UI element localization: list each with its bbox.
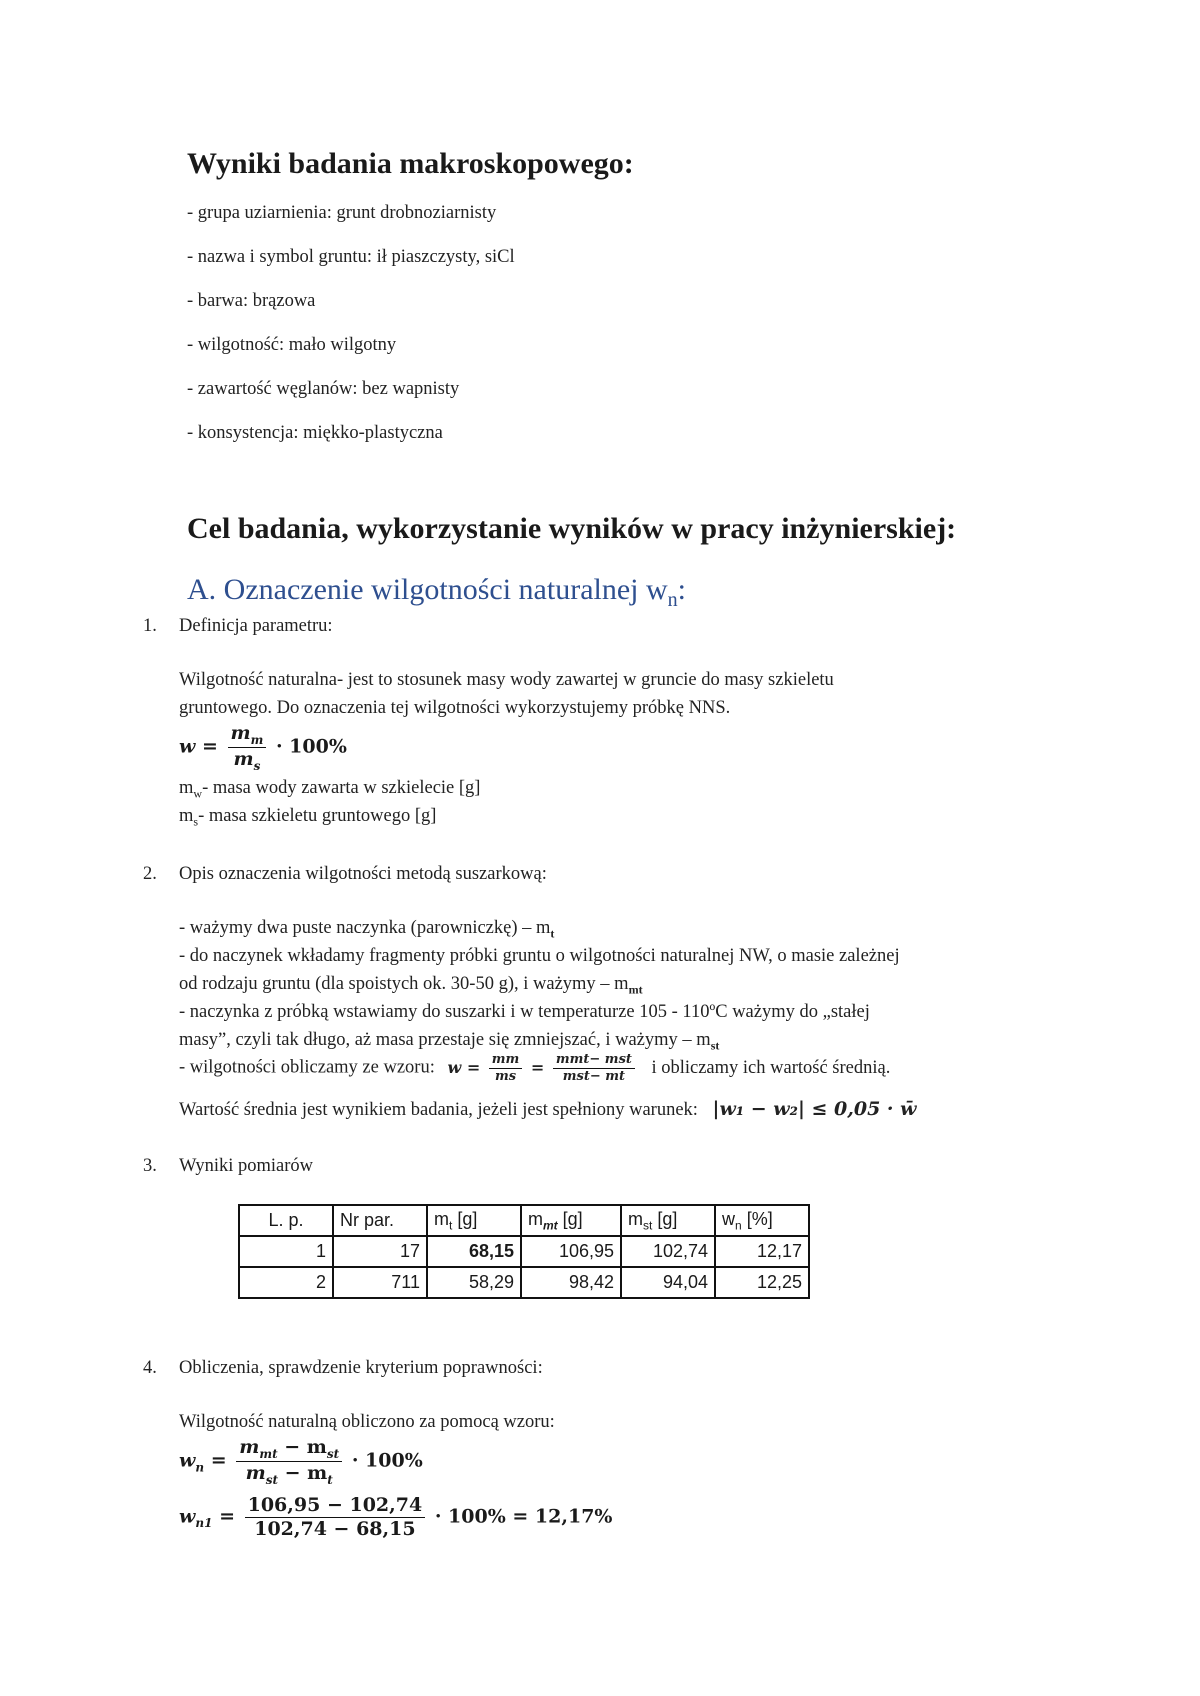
- table-cell: 17: [333, 1236, 427, 1267]
- f1-num-mid: − m: [277, 1436, 327, 1458]
- table-header-sym: m: [628, 1208, 643, 1229]
- section-title-macroscopic: Wyniki badania makroskopowego:: [187, 147, 634, 180]
- step-2-line4: - naczynka z próbką wstawiamy do suszarki i w temperaturze 105 - 110ºC ważymy do „stałej: [179, 1002, 870, 1022]
- formula-fraction: [228, 722, 267, 773]
- f1-den-sub1: st: [265, 1472, 279, 1487]
- f1-num-sub1: mt: [259, 1446, 278, 1461]
- formula-calculation-sample1: [179, 1494, 612, 1541]
- macro-item-carbonates: - zawartość węglanów: bez wapnisty: [187, 379, 460, 399]
- table-cell: 68,15: [427, 1236, 521, 1267]
- step-2-heading: Opis oznaczenia wilgotności metodą suszarkową:: [179, 864, 547, 884]
- def1-sym: m: [179, 778, 194, 798]
- table-header-cell: [521, 1205, 621, 1236]
- f2-lhs: w: [179, 1505, 196, 1528]
- f1-den-sub2: t: [327, 1472, 333, 1487]
- step-2-line2: - do naczynek wkładamy fragmenty próbki gruntu o wilgotności naturalnej NW, o masie zależnej: [179, 946, 900, 966]
- step-1-number: 1.: [143, 616, 157, 636]
- formula-lhs: w =: [179, 735, 218, 758]
- def1-sub: w: [193, 786, 203, 801]
- step-2-line5-sub: st: [710, 1038, 720, 1053]
- f1-lhs: w: [179, 1449, 196, 1472]
- f1-num-sym: m: [239, 1436, 260, 1458]
- inline-fraction-1: [489, 1052, 523, 1084]
- section-a-title-sub: n: [667, 589, 678, 611]
- inline-formula-moisture: [447, 1052, 643, 1084]
- table-cell: 58,29: [427, 1267, 521, 1298]
- inline-fraction-1-den: ms: [495, 1068, 517, 1084]
- section-a-title: [187, 573, 686, 612]
- def2-text: - masa szkieletu gruntowego [g]: [198, 806, 437, 826]
- table-header-cell: L. p.: [239, 1205, 333, 1236]
- table-cell: 12,17: [715, 1236, 809, 1267]
- formula-num-sub: m: [250, 732, 264, 747]
- macro-item-consistency: - konsystencja: miękko-plastyczna: [187, 423, 443, 443]
- table-header-sub: mt: [543, 1218, 558, 1233]
- macro-item-grain-group: - grupa uziarnienia: grunt drobnoziarnisty: [187, 203, 497, 223]
- macro-item-color: - barwa: brązowa: [187, 291, 316, 311]
- table-cell: 94,04: [621, 1267, 715, 1298]
- step-2-line6-pre: - wilgotności obliczamy ze wzoru:: [179, 1057, 435, 1078]
- step-1-definition-line2: gruntowego. Do oznaczenia tej wilgotności wykorzystujemy próbkę NNS.: [179, 698, 731, 718]
- formula-natural-moisture: [179, 1436, 423, 1487]
- inline-formula-lhs: w =: [447, 1057, 481, 1077]
- f1-tail: · 100%: [351, 1449, 423, 1472]
- measurement-table: [238, 1204, 810, 1299]
- table-header-sym: w: [722, 1208, 735, 1229]
- definition-water-mass: [179, 778, 480, 802]
- table-header-sym: m: [434, 1208, 449, 1229]
- def1-text: - masa wody zawarta w szkielecie [g]: [202, 778, 481, 798]
- macro-item-moisture: - wilgotność: mało wilgotny: [187, 335, 397, 355]
- formula-denominator: [228, 748, 267, 773]
- table-cell: 12,25: [715, 1267, 809, 1298]
- formula-den-sub: s: [253, 758, 261, 773]
- table-header-cell: [715, 1205, 809, 1236]
- step-2-line1: [179, 918, 554, 942]
- table-header-unit: [g]: [452, 1208, 478, 1229]
- table-header-sub: st: [643, 1218, 653, 1233]
- table-header-cell: Nr par.: [333, 1205, 427, 1236]
- step-4-heading: Obliczenia, sprawdzenie kryterium poprawności:: [179, 1358, 543, 1378]
- f2-tail: · 100% = 12,17%: [434, 1505, 613, 1528]
- f2-denominator: 102,74 − 68,15: [254, 1517, 416, 1540]
- formula-num-sym: m: [230, 722, 251, 744]
- step-2-line7-pre: Wartość średnia jest wynikiem badania, jeżeli jest spełniony warunek:: [179, 1100, 698, 1120]
- table-header-cell: [621, 1205, 715, 1236]
- f2-numerator: 106,95 − 102,74: [245, 1494, 426, 1518]
- table-row: [239, 1267, 809, 1298]
- formula-numerator: [228, 722, 267, 748]
- f1-den-mid: − m: [278, 1462, 328, 1485]
- section-title-purpose: Cel badania, wykorzystanie wyników w pracy inżynierskiej:: [187, 512, 957, 545]
- f1-numerator: [236, 1436, 342, 1462]
- table-cell: 2: [239, 1267, 333, 1298]
- f2-eq: =: [219, 1505, 235, 1528]
- macro-item-soil-name: - nazwa i symbol gruntu: ił piaszczysty, siCl: [187, 247, 515, 267]
- inline-fraction-2-num: mmt− mst: [553, 1052, 635, 1069]
- step-2-line7: [179, 1098, 917, 1121]
- table-header-sym: m: [528, 1208, 543, 1229]
- f1-num-sub2: st: [326, 1446, 340, 1461]
- table-row: [239, 1236, 809, 1267]
- step-2-line6: [179, 1052, 890, 1084]
- step-3-heading: Wyniki pomiarów: [179, 1156, 314, 1176]
- step-2-line5: [179, 1030, 719, 1054]
- criterion-formula: |w₁ − w₂| ≤ 0,05 · w̄: [712, 1098, 917, 1120]
- step-2-line1-sub: t: [550, 926, 555, 941]
- step-1-definition-line1: Wilgotność naturalna- jest to stosunek masy wody zawartej w gruncie do masy szkieletu: [179, 670, 834, 690]
- step-2-line6-post: i obliczamy ich wartość średnią.: [651, 1057, 891, 1078]
- f1-lhs-sub: n: [195, 1460, 205, 1475]
- inline-fraction-2-den: mst− mt: [562, 1068, 626, 1084]
- section-a-title-end: :: [677, 573, 687, 606]
- f1-den-sym: m: [245, 1462, 266, 1485]
- inline-fraction-2: [553, 1052, 635, 1084]
- table-cell: 106,95: [521, 1236, 621, 1267]
- table-header-row: [239, 1205, 809, 1236]
- table-cell: 102,74: [621, 1236, 715, 1267]
- step-1-heading: Definicja parametru:: [179, 616, 333, 636]
- formula-moisture-definition: [179, 722, 347, 773]
- table-cell: 98,42: [521, 1267, 621, 1298]
- step-2-line3-sub: mt: [628, 982, 643, 997]
- table-header-sub: t: [449, 1218, 453, 1233]
- f1-fraction: [236, 1436, 342, 1487]
- step-2-line3: [179, 974, 643, 998]
- f1-eq: =: [210, 1449, 227, 1472]
- table-header-unit: [%]: [741, 1208, 773, 1229]
- table-cell: 1: [239, 1236, 333, 1267]
- table-cell: 711: [333, 1267, 427, 1298]
- step-2-line5-text: masy”, czyli tak długo, aż masa przestaje się zmniejszać, i ważymy – m: [179, 1030, 711, 1050]
- def2-sym: m: [179, 806, 194, 826]
- step-3-number: 3.: [143, 1156, 157, 1176]
- formula-den-sym: m: [233, 748, 254, 771]
- table-header-unit: [g]: [557, 1208, 583, 1229]
- inline-fraction-1-num: mm: [489, 1052, 523, 1069]
- table-header-sub: n: [735, 1218, 742, 1233]
- f2-fraction: [245, 1494, 426, 1541]
- step-2-number: 2.: [143, 864, 157, 884]
- step-4-line1: Wilgotność naturalną obliczono za pomocą wzoru:: [179, 1412, 555, 1432]
- step-2-line3-text: od rodzaju gruntu (dla spoistych ok. 30-50 g), i ważymy – m: [179, 974, 629, 994]
- formula-tail: · 100%: [275, 735, 347, 758]
- def2-sub: s: [193, 814, 199, 829]
- step-4-number: 4.: [143, 1358, 157, 1378]
- f1-denominator: [236, 1462, 342, 1487]
- step-2-line1-text: - ważymy dwa puste naczynka (parowniczkę) – m: [179, 918, 551, 938]
- table-header-cell: [427, 1205, 521, 1236]
- inline-formula-eq: =: [530, 1057, 545, 1077]
- f2-lhs-sub: n1: [195, 1516, 213, 1531]
- table-header-unit: [g]: [652, 1208, 678, 1229]
- section-a-title-text: A. Oznaczenie wilgotności naturalnej w: [187, 573, 668, 606]
- definition-skeleton-mass: [179, 806, 436, 830]
